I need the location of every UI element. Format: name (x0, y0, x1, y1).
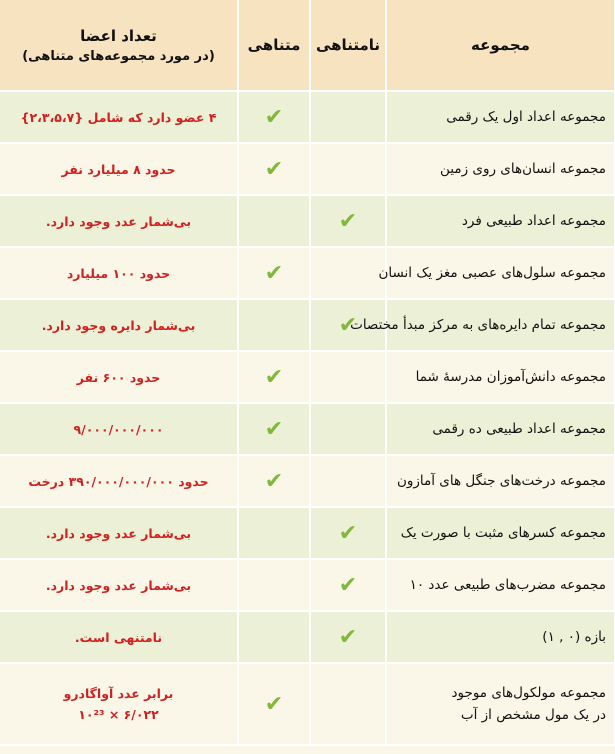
table-row (0, 663, 615, 745)
check-icon: ✔ (264, 260, 284, 286)
member-count: ۹/۰۰۰/۰۰۰/۰۰۰ (0, 403, 238, 455)
member-count-line: برابر عدد آواگادرو (63, 686, 174, 701)
table-row (0, 195, 615, 247)
table-row (0, 455, 615, 507)
check-icon: ✔ (264, 364, 284, 390)
check-icon: ✔ (264, 468, 284, 494)
infinite-cell (310, 91, 386, 143)
check-icon: ✔ (338, 312, 358, 338)
infinite-cell (310, 455, 386, 507)
header-finite: متناهی (238, 0, 310, 91)
set-name: مجموعه سلول‌های عصبی مغز یک انسان (386, 247, 615, 299)
set-name: مجموعه تمام دایره‌های به مرکز مبدأ مختصات (386, 299, 615, 351)
table-body (0, 91, 615, 745)
set-name: مجموعه درخت‌های جنگل های آمازون (386, 455, 615, 507)
header-count-title: تعداد اعضا (80, 26, 157, 45)
finite-cell (238, 611, 310, 663)
table-row (0, 611, 615, 663)
finite-cell (238, 663, 310, 745)
table-row (0, 247, 615, 299)
set-name (386, 663, 615, 745)
header-count (0, 0, 238, 91)
set-name: مجموعه دانش‌آموزان مدرسهٔ شما (386, 351, 615, 403)
infinite-cell (310, 195, 386, 247)
table-row (0, 299, 615, 351)
finite-cell (238, 299, 310, 351)
finite-cell (238, 351, 310, 403)
infinite-cell (310, 507, 386, 559)
check-icon: ✔ (264, 104, 284, 130)
set-name: مجموعه اعداد اول یک رقمی (386, 91, 615, 143)
set-name: مجموعه اعداد طبیعی ده رقمی (386, 403, 615, 455)
check-icon: ✔ (338, 572, 358, 598)
check-icon: ✔ (264, 691, 284, 717)
member-count-line: ۶/۰۲۲ × ۱۰²³ (78, 707, 159, 722)
member-count: بی‌شمار عدد وجود دارد. (0, 507, 238, 559)
member-count: حدود ۸ میلیارد نفر (0, 143, 238, 195)
header-infinite: نامتناهی (310, 0, 386, 91)
set-name-line: در یک مول مشخص از آب (460, 707, 606, 723)
table-row (0, 559, 615, 611)
member-count: حدود ۶۰۰ نفر (0, 351, 238, 403)
finite-cell (238, 91, 310, 143)
check-icon: ✔ (264, 156, 284, 182)
member-count: بی‌شمار دایره وجود دارد. (0, 299, 238, 351)
member-count: حدود ۳۹۰/۰۰۰/۰۰۰/۰۰۰ درخت (0, 455, 238, 507)
set-name: مجموعه کسرهای مثبت با صورت یک (386, 507, 615, 559)
finite-cell (238, 247, 310, 299)
table-row (0, 507, 615, 559)
set-name: بازه (۰ , ۱) (386, 611, 615, 663)
infinite-cell (310, 403, 386, 455)
finite-cell (238, 195, 310, 247)
header-row (0, 0, 615, 91)
finite-cell (238, 507, 310, 559)
finite-cell (238, 455, 310, 507)
check-icon: ✔ (338, 624, 358, 650)
infinite-cell (310, 663, 386, 745)
set-name-line: مجموعه مولکول‌های موجود (451, 685, 606, 701)
infinite-cell (310, 247, 386, 299)
member-count (0, 663, 238, 745)
header-count-note: (در مورد مجموعه‌های متناهی) (22, 48, 215, 64)
member-count: حدود ۱۰۰ میلیارد (0, 247, 238, 299)
table-row (0, 91, 615, 143)
infinite-cell (310, 559, 386, 611)
table-row (0, 351, 615, 403)
finite-cell (238, 403, 310, 455)
infinite-cell (310, 611, 386, 663)
table-row (0, 143, 615, 195)
finite-cell (238, 559, 310, 611)
infinite-cell (310, 351, 386, 403)
set-name: مجموعه انسان‌های روی زمین (386, 143, 615, 195)
table-row (0, 403, 615, 455)
check-icon: ✔ (338, 520, 358, 546)
set-name: مجموعه مضرب‌های طبیعی عدد ۱۰ (386, 559, 615, 611)
check-icon: ✔ (264, 416, 284, 442)
set-name: مجموعه اعداد طبیعی فرد (386, 195, 615, 247)
member-count: ۴ عضو دارد که شامل {۲،۳،۵،۷} (0, 91, 238, 143)
finite-cell (238, 143, 310, 195)
member-count: نامتنهی است. (0, 611, 238, 663)
member-count: بی‌شمار عدد وجود دارد. (0, 195, 238, 247)
member-count: بی‌شمار عدد وجود دارد. (0, 559, 238, 611)
check-icon: ✔ (338, 208, 358, 234)
infinite-cell (310, 143, 386, 195)
header-set: مجموعه (386, 0, 615, 91)
